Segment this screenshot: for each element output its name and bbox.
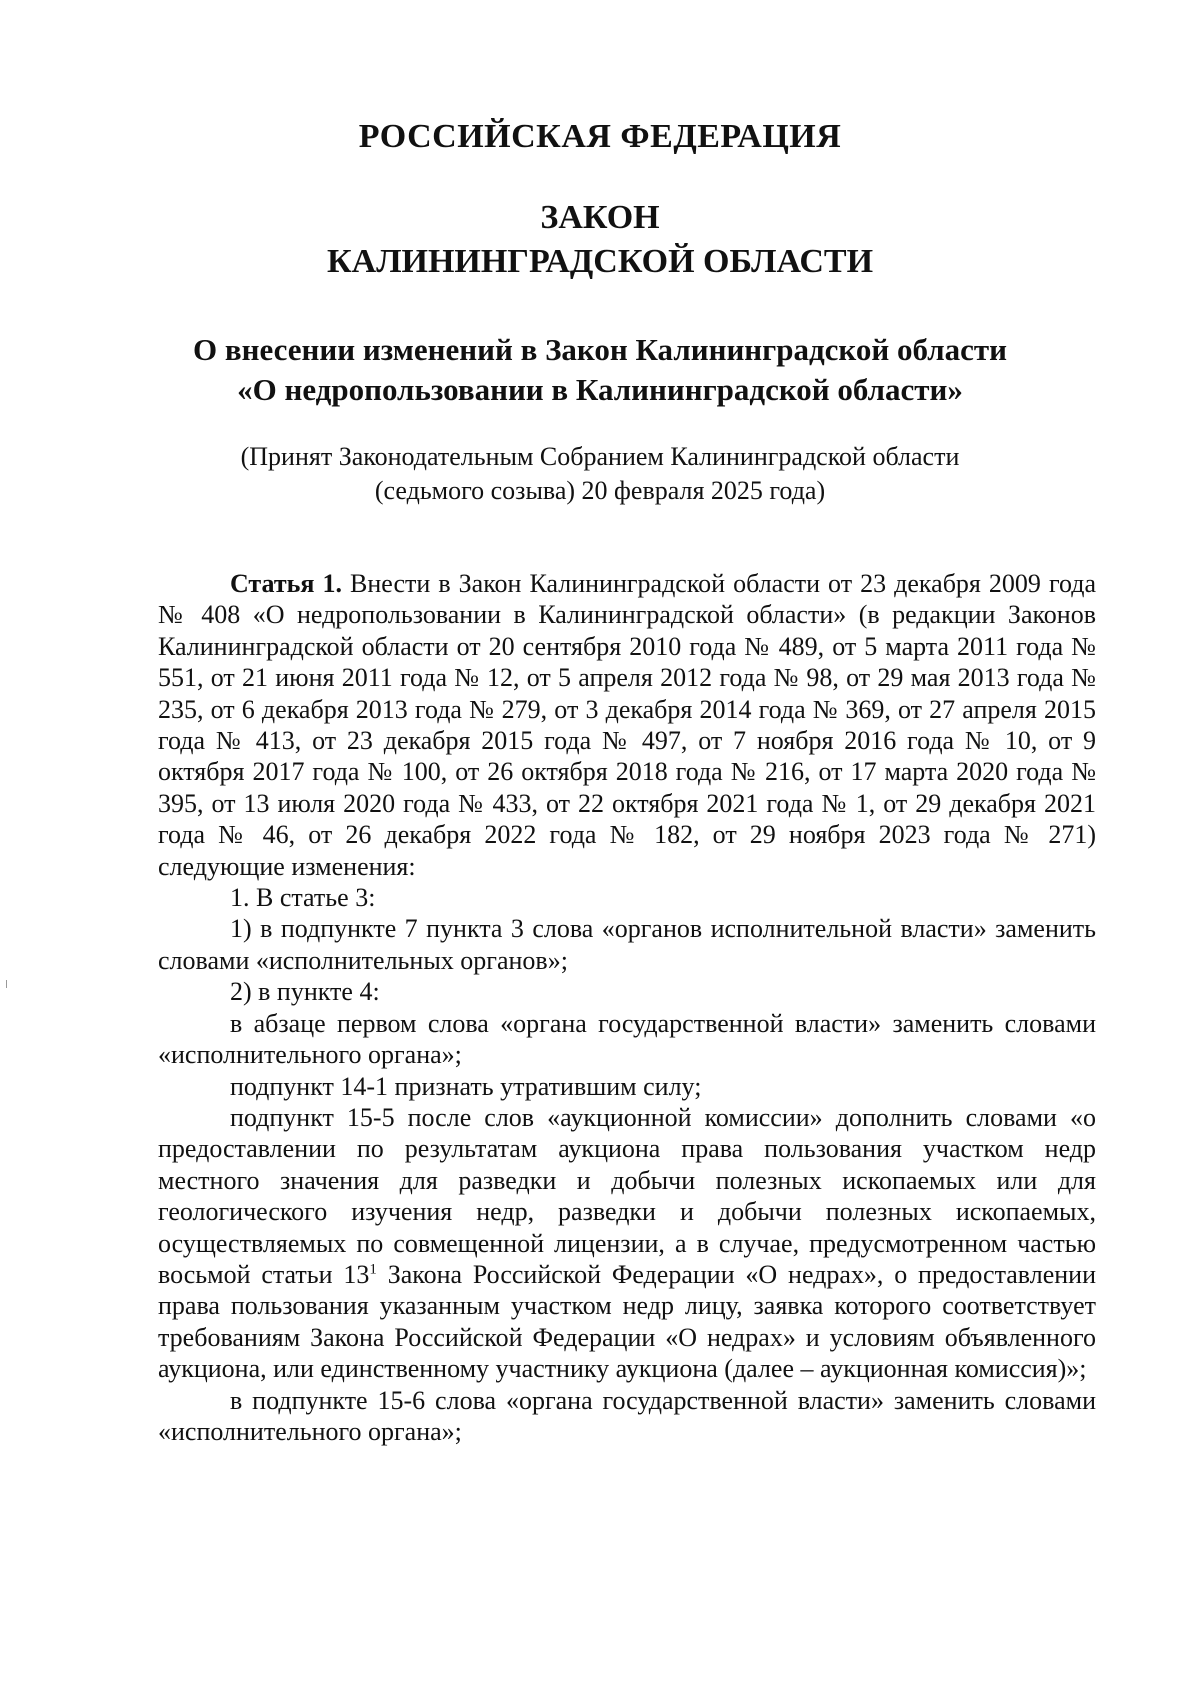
paragraph-a: в абзаце первом слова «органа государственной власти» заменить словами «исполнительного органа»; bbox=[158, 1008, 1096, 1070]
article-1-intro-text: Внести в Закон Калининградской области от 23 декабря 2009 года № 408 «О недропользовании в Калининградской области» (в редакции Законов Калининградской области от 20 сентября 2010 года № 489, от 5 марта 2011 года № 551, от 21 июня 2011 года № 12, от 5 апреля 2012 года № 98, от 29 мая 2013 года № 235, от 6 декабря 2013 года № 279, от 3 декабря 2014 года № 369, от 27 апреля 2015 года № 413, от 23 декабря 2015 года № 497, от 7 ноября 2016 года № 10, от 9 октября 2017 года № 100, от 26 октября 2018 года № 216, от 17 марта 2020 года № 395, от 13 июля 2020 года № 433, от 22 октября 2021 года № 1, от 29 декабря 2021 года № 46, от 26 декабря 2022 года № 182, от 29 ноября 2023 года № 271) следующие изменения: bbox=[158, 569, 1097, 881]
paragraph-d: в подпункте 15-6 слова «органа государственной власти» заменить словами «исполнительного органа»; bbox=[158, 1385, 1096, 1446]
paragraph-c-superscript: 1 bbox=[369, 1261, 377, 1278]
article-1-label: Статья 1. bbox=[230, 569, 342, 598]
country-heading: РОССИЙСКАЯ ФЕДЕРАЦИЯ bbox=[358, 118, 842, 155]
law-region: КАЛИНИНГРАДСКОЙ ОБЛАСТИ bbox=[326, 243, 874, 280]
article-1-intro bbox=[158, 568, 1096, 882]
subitem-1: 1) в подпункте 7 пункта 3 слова «органов исполнительной власти» заменить словами «исполнительных органов»; bbox=[158, 914, 1096, 975]
law-title-line-1: О внесении изменений в Закон Калининградской области bbox=[193, 332, 1007, 367]
law-heading bbox=[0, 196, 1200, 284]
law-title bbox=[0, 330, 1200, 410]
article-1-body bbox=[158, 568, 1096, 1447]
adoption-note-line-1: (Принят Законодательным Собранием Калининградской области bbox=[240, 442, 960, 471]
adoption-note-line-2: (седьмого созыва) 20 февраля 2025 года) bbox=[374, 476, 826, 505]
law-title-line-2: «О недропользовании в Калининградской области» bbox=[237, 372, 963, 407]
paragraph-b: подпункт 14-1 признать утратившим силу; bbox=[230, 1071, 702, 1101]
subitem-2: 2) в пункте 4: bbox=[230, 977, 380, 1007]
item-1: 1. В статье 3: bbox=[230, 883, 376, 913]
scan-margin-mark bbox=[6, 980, 7, 988]
paragraph-c-text-2: Закона Российской Федерации «О недрах», о предоставлении права пользования указанным участком недр лицу, заявка которого соответствует требованиям Закона Российской Федерации «О недрах» и условиям объявленного аукциона, или единственному участнику аукциона (далее – аукционная комиссия)»; bbox=[158, 1259, 1096, 1384]
paragraph-c-text-1: подпункт 15-5 после слов «аукционной комиссии» дополнить словами «о предоставлении по результатам аукциона права пользования участком недр местного значения для разведки и добычи полезных ископаемых или для геологического изучения недр, разведки и добычи полезных ископаемых, осуществляемых по совмещенной лицензии, а в случае, предусмотренном частью восьмой статьи 13 bbox=[158, 1102, 1096, 1289]
paragraph-c bbox=[158, 1102, 1096, 1385]
law-type: ЗАКОН bbox=[540, 199, 660, 236]
adoption-note bbox=[0, 440, 1200, 508]
